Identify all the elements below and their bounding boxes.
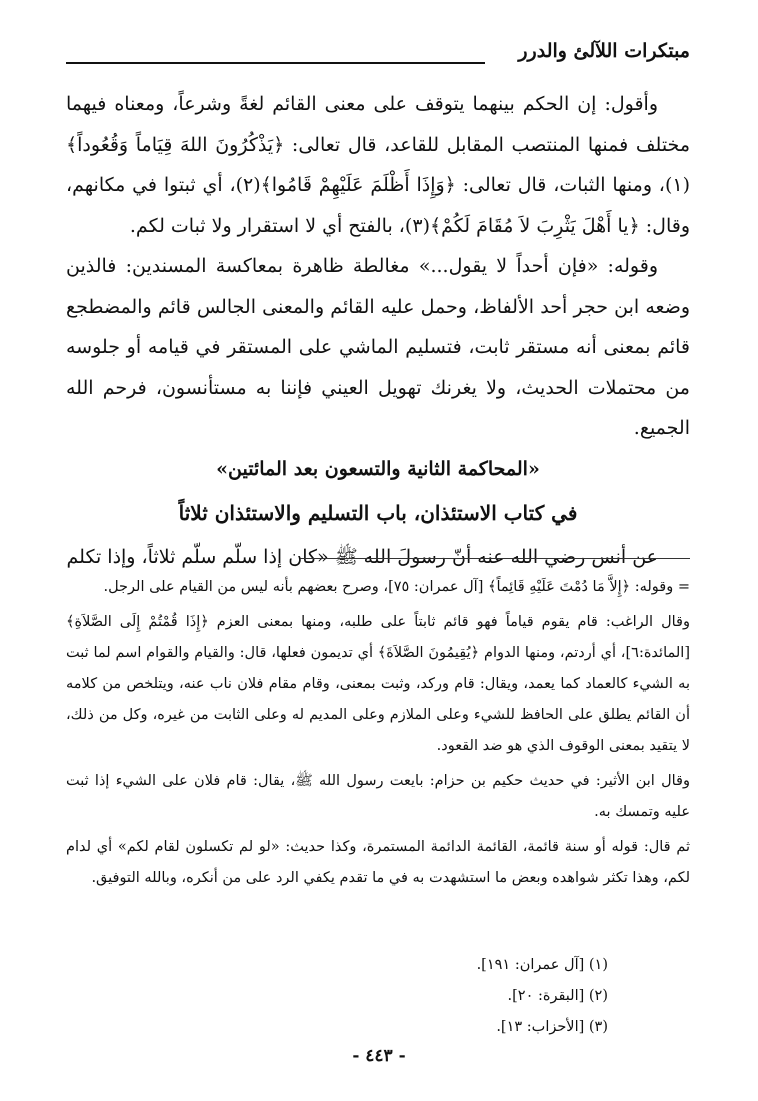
footnote-references <box>477 950 608 1043</box>
main-text <box>66 84 690 577</box>
footnote-separator <box>300 558 690 559</box>
section-subheading: في كتاب الاستئذان، باب التسليم والاستئذان ثلاثاً <box>178 500 578 525</box>
footnote-ref-1: (١) [آل عمران: ١٩١]. <box>476 957 608 973</box>
footnote-continuation: = وقوله: ﴿إِلاَّ مَا دُمْتَ عَلَيْهِ قَائِماً﴾ [آل عمران: ٧٥]، وصرح بعضهم بأنه ليس من القيام على الرجل. <box>103 579 690 595</box>
running-header <box>66 36 690 70</box>
paragraph-3: عن أنس رضي الله عنه أنّ رسولَ الله ﷺ «كان إذا سلّم سلّم ثلاثاً، وإذا تكلم <box>66 545 658 568</box>
section-heading: «المحاكمة الثانية والتسعون بعد المائتين» <box>216 457 540 480</box>
footnote-ref-2: (٢) [البقرة: ٢٠]. <box>507 988 608 1004</box>
footnotes <box>66 572 690 898</box>
paragraph-2: وقوله: «فإن أحداً لا يقول...» مغالطة ظاهرة بمعاكسة المسندين: فالذين وضعه ابن حجر أحد الألفاظ، وحمل عليه القائم والمعنى الجالس قائم والمضطجع قائم بمعنى أنه مستقر ثابت، فتسليم الماشي على المستقر في قيامه أو جلوسه من محتملات الحديث، ولا يغرنك تهويل العيني فإننا به مستأنسون، فرحم الله الجميع. <box>66 255 690 439</box>
footnote-ref-3: (٣) [الأحزاب: ١٣]. <box>496 1019 608 1035</box>
header-rule <box>66 62 485 64</box>
footnote-raghib: وقال الراغب: قام يقوم قياماً فهو قائم ثابتاً على طلبه، ومنها بمعنى العزم ﴿إِذَا قُمْتُمْ إِلَى الصَّلاَةِ﴾ [المائدة:٦]، أي أردتم، ومنها الدوام ﴿يُقِيمُونَ الصَّلاَةَ﴾ أي تديمون فعلها، قال: والقيام والقوام اسم لما ثبت به الشيء كالعماد كما يعمد، ويقال: قام وركد، وثبت بمعنى، وقام مقام فلان ناب عنه، ويتلخص من كلامه أن القائم يطلق على الحافظ للشيء وعلى الملازم وعلى المديم له وعلى الثابت من غيره، وكل من ذلك، لا يتقيد بمعنى الوقوف الذي هو ضد القعود. <box>66 614 690 754</box>
paragraph-1: وأقول: إن الحكم بينهما يتوقف على معنى القائم لغةً وشرعاً، ومعناه فيهما مختلف فمنها المنتصب المقابل للقاعد، قال تعالى: ﴿يَذْكُرُونَ اللهَ قِيَاماً وَقُعُوداً﴾(١)، ومنها الثبات، قال تعالى: ﴿وَإِذَا أَظْلَمَ عَلَيْهِمْ قَامُوا﴾(٢)، أي ثبتوا في مكانهم، وقال: ﴿يا أَهْلَ يَثْرِبَ لاَ مُقَامَ لَكُمْ﴾(٣)، بالفتح أي لا استقرار ولا ثبات لكم. <box>66 93 690 237</box>
footnote-conclusion: ثم قال: قوله أو سنة قائمة، القائمة الدائمة المستمرة، وكذا حديث: «لو لم تكسلون لقام لكم» أي لدام لكم، وهذا تكثر شواهده وبعض ما استشهدت به في ما تقدم يكفي الرد على من أنكره، وبالله التوفيق. <box>66 839 690 886</box>
page-number: - ٤٤٣ - <box>352 1046 406 1066</box>
footnote-ibn-athir: وقال ابن الأثير: في حديث حكيم بن حزام: بايعت رسول الله ﷺ، يقال: قام فلان على الشيء إذا ثبت عليه وتمسك به. <box>66 773 690 820</box>
header-title: مبتكرات اللآلئ والدرر <box>518 40 690 62</box>
